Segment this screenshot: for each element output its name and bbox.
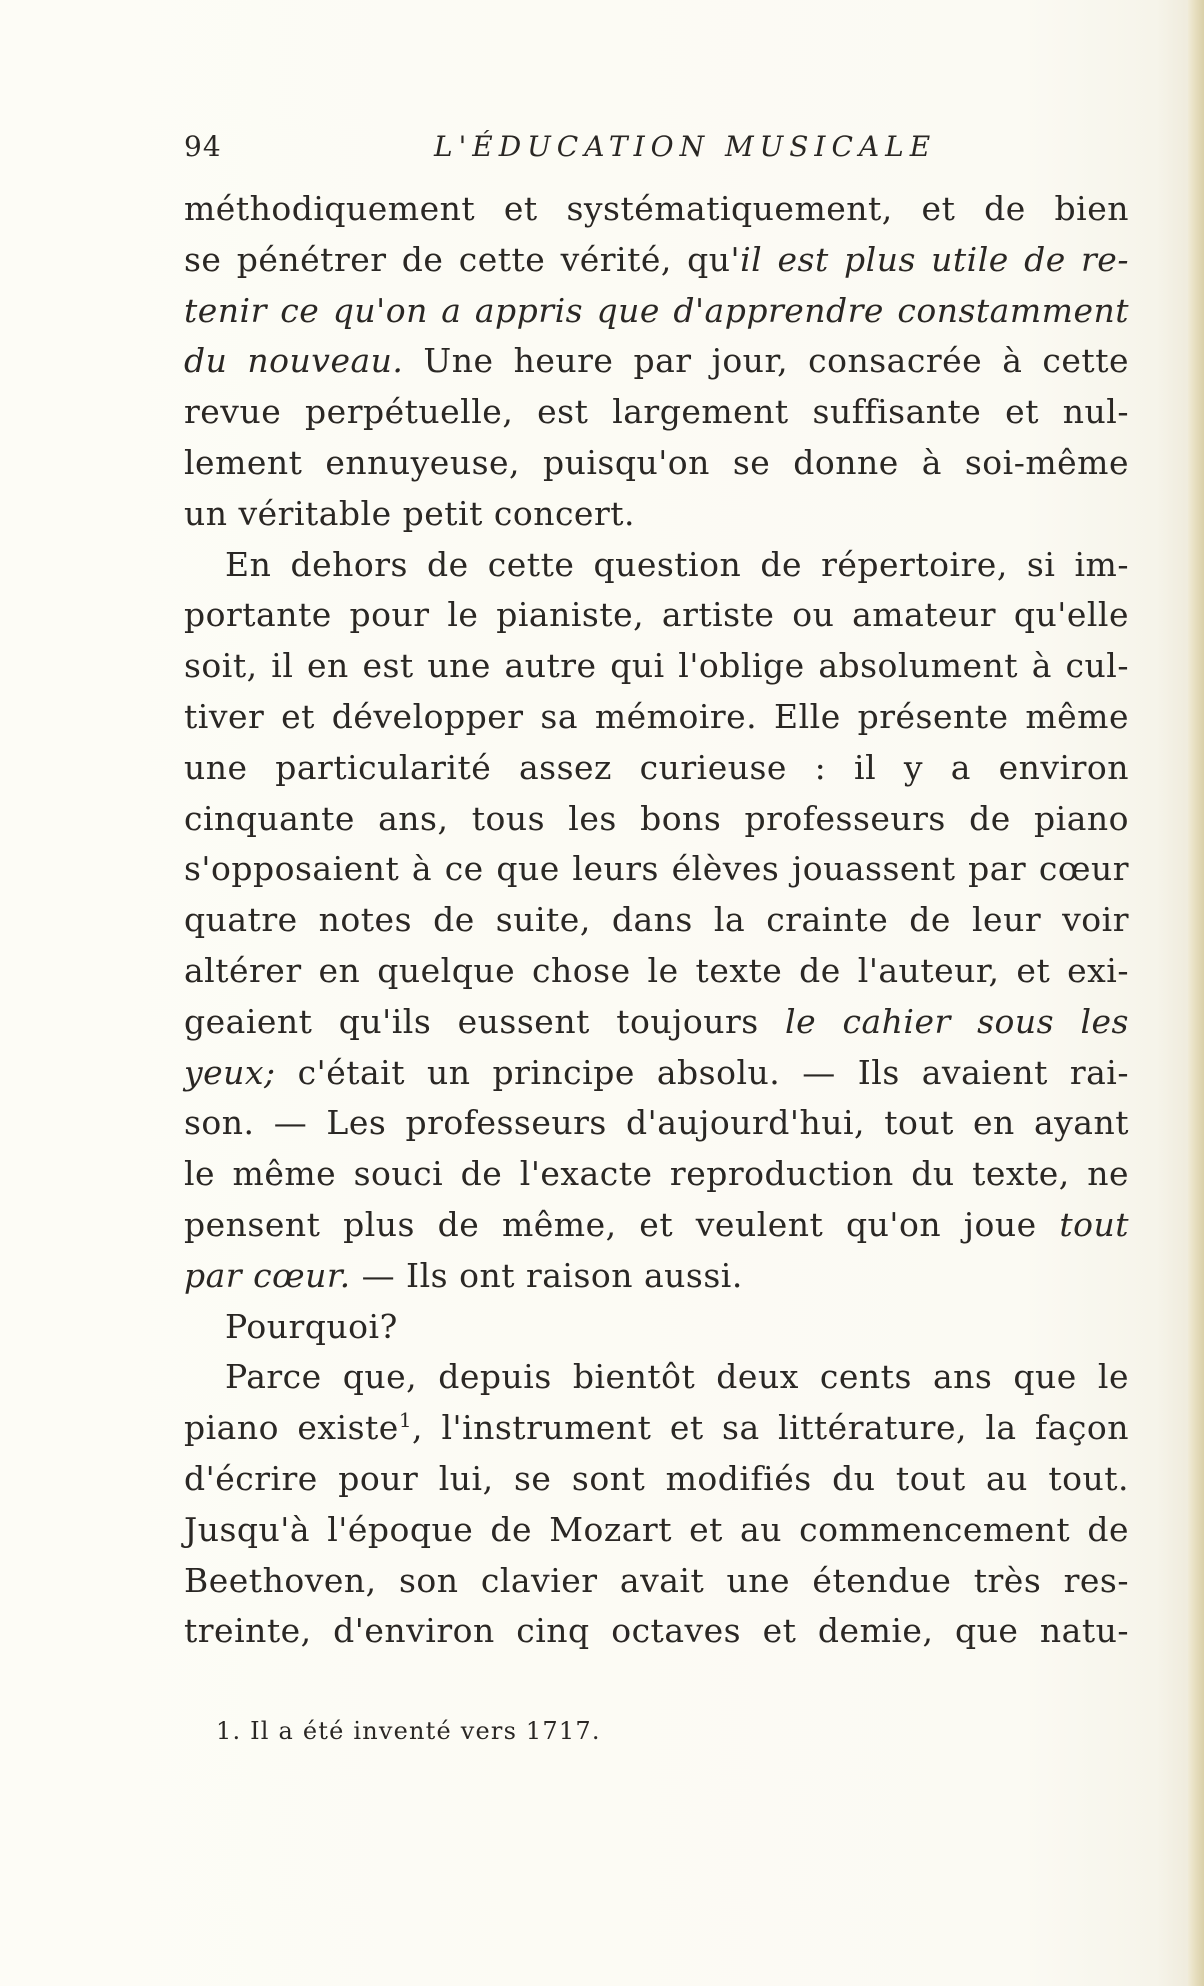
page-edge: [1188, 0, 1204, 1986]
text-line: [184, 1149, 1129, 1200]
italic-run: tenir ce qu'on a appris que d'apprendre constamment: [184, 290, 1129, 330]
text-run: piano existe: [184, 1408, 399, 1448]
footnote: 1. Il a été inventé vers 1717.: [216, 1717, 601, 1745]
italic-run: du nouveau.: [184, 341, 404, 381]
text-line: [184, 336, 1129, 387]
text-run: geaient qu'ils eussent toujours: [184, 1001, 786, 1041]
text-line: [184, 438, 1129, 489]
text-run: Beethoven, son clavier avait une étendue très res-: [184, 1560, 1129, 1600]
text-line: [184, 1048, 1129, 1099]
body-text: [184, 184, 1129, 1657]
text-run: , l'instrument et sa littérature, la façon: [412, 1408, 1129, 1448]
text-line: [184, 1251, 1129, 1302]
page-header: [184, 126, 1129, 166]
text-run: tiver et développer sa mémoire. Elle présente même: [184, 696, 1129, 736]
text-line: [184, 590, 1129, 641]
text-line: [184, 895, 1129, 946]
text-run: lement ennuyeuse, puisqu'on se donne à soi-même: [184, 442, 1129, 482]
text-run: Jusqu'à l'époque de Mozart et au commencement de: [184, 1509, 1129, 1549]
text-run: méthodiquement et systématiquement, et de bien: [184, 189, 1129, 228]
text-line: [184, 743, 1129, 794]
text-line: [184, 1302, 1129, 1353]
text-line: [184, 286, 1129, 337]
text-run: treinte, d'environ cinq octaves et demie, que natu-: [184, 1611, 1129, 1651]
text-line: [184, 692, 1129, 743]
text-run: soit, il en est une autre qui l'oblige absolument à cul-: [184, 646, 1129, 686]
text-run: cinquante ans, tous les bons professeurs de piano: [184, 798, 1129, 838]
italic-run: tout: [1059, 1204, 1129, 1244]
text-line: [184, 1352, 1129, 1403]
text-line: [184, 794, 1129, 845]
footnote-marker: 1: [398, 1408, 413, 1433]
text-run: se pénétrer de cette vérité, qu': [184, 239, 741, 279]
text-run: d'écrire pour lui, se sont modifiés du tout au tout.: [184, 1458, 1129, 1498]
text-run: portante pour le pianiste, artiste ou amateur qu'elle: [184, 595, 1129, 635]
text-run: Pourquoi?: [225, 1306, 398, 1346]
text-line: [184, 387, 1129, 438]
text-line: [184, 946, 1129, 997]
text-run: le même souci de l'exacte reproduction du texte, ne: [184, 1154, 1129, 1194]
running-title: L'ÉDUCATION MUSICALE: [434, 130, 937, 163]
italic-run: il est plus utile de re-: [740, 239, 1129, 279]
text-line: [184, 540, 1129, 591]
text-run: son. — Les professeurs d'aujourd'hui, tout en ayant: [184, 1103, 1129, 1143]
text-run: En dehors de cette question de répertoire, si im-: [225, 544, 1129, 584]
page-number: 94: [184, 130, 222, 163]
text-line: [184, 1454, 1129, 1505]
italic-run: yeux;: [184, 1052, 276, 1092]
text-line: [184, 997, 1129, 1048]
text-line: [184, 235, 1129, 286]
text-run: altérer en quelque chose le texte de l'auteur, et exi-: [184, 950, 1129, 990]
text-run: quatre notes de suite, dans la crainte de leur voir: [184, 900, 1129, 940]
text-line: [184, 844, 1129, 895]
text-run: une particularité assez curieuse : il y a environ: [184, 747, 1129, 787]
text-line: [184, 489, 1129, 540]
text-line: [184, 184, 1129, 235]
italic-run: par cœur.: [184, 1255, 351, 1295]
text-line: [184, 1403, 1129, 1454]
text-line: [184, 1556, 1129, 1607]
italic-run: le cahier sous les: [785, 1001, 1129, 1041]
text-line: [184, 641, 1129, 692]
text-run: Une heure par jour, consacrée à cette: [403, 341, 1129, 381]
text-run: — Ils ont raison aussi.: [350, 1255, 743, 1295]
text-line: [184, 1200, 1129, 1251]
text-line: [184, 1606, 1129, 1657]
text-run: s'opposaient à ce que leurs élèves jouassent par cœur: [184, 849, 1129, 889]
text-line: [184, 1098, 1129, 1149]
text-run: c'était un principe absolu. — Ils avaient rai-: [275, 1052, 1129, 1092]
text-line: [184, 1505, 1129, 1556]
text-run: pensent plus de même, et veulent qu'on joue: [184, 1204, 1060, 1244]
text-run: revue perpétuelle, est largement suffisante et nul-: [184, 392, 1129, 432]
text-run: un véritable petit concert.: [184, 493, 635, 533]
text-run: Parce que, depuis bientôt deux cents ans que le: [225, 1357, 1129, 1397]
